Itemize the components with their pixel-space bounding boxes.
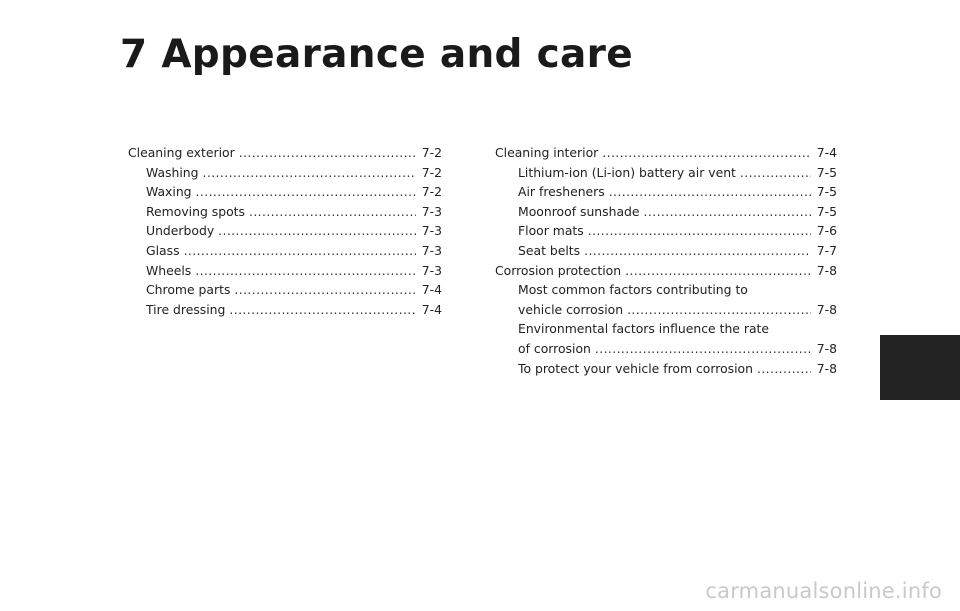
dot-leader — [588, 221, 811, 241]
toc-entry-page: 7-4 — [816, 145, 837, 160]
dot-leader — [239, 143, 416, 163]
dot-leader — [184, 241, 416, 261]
toc-entry-corrosion-protection[interactable] — [495, 261, 837, 281]
toc-entry-protect-vehicle[interactable] — [495, 359, 837, 379]
toc-entry-page: 7-8 — [816, 301, 837, 317]
dot-leader — [249, 202, 416, 222]
toc-entry-page: 7-4 — [421, 282, 442, 298]
dot-leader — [644, 202, 811, 222]
toc-entry-page: 7-8 — [816, 340, 837, 356]
dot-leader — [218, 221, 416, 241]
toc-entry-title: Removing spots — [146, 203, 245, 219]
toc-entry-title-line1: Most common factors contributing to — [518, 282, 748, 298]
dot-leader — [203, 163, 416, 183]
toc-entry-title-line1: Environmental factors influence the rate — [518, 321, 770, 337]
dot-leader — [625, 261, 811, 281]
toc-entry-glass[interactable] — [128, 241, 442, 261]
toc-entry-page: 7-2 — [421, 164, 442, 180]
toc-entry-air-fresheners[interactable] — [495, 182, 837, 202]
dot-leader — [584, 241, 811, 261]
toc-entry-page: 7-3 — [421, 203, 442, 219]
toc-entry-title: Corrosion protection — [495, 262, 622, 278]
toc-entry-page: 7-8 — [816, 262, 837, 278]
toc-entry-title: Glass — [146, 242, 180, 258]
toc-entry-title: To protect your vehicle from corrosion — [518, 360, 753, 376]
toc-entry-title: Chrome parts — [146, 282, 231, 298]
toc-entry-title: Waxing — [146, 184, 192, 200]
toc-entry-washing[interactable] — [128, 163, 442, 183]
dot-leader — [627, 300, 811, 320]
toc-entry-title: Washing — [146, 164, 199, 180]
toc-entry-title: Cleaning interior — [495, 145, 599, 160]
toc-entry-cleaning-exterior[interactable] — [128, 143, 442, 163]
toc-entry-page: 7-5 — [816, 203, 837, 219]
toc-entry-corrosion-factors[interactable] — [495, 280, 837, 319]
toc-entry-page: 7-4 — [421, 301, 442, 317]
toc-entry-underbody[interactable] — [128, 221, 442, 241]
toc-entry-page: 7-5 — [816, 184, 837, 200]
toc-entry-title: vehicle corrosion — [518, 301, 624, 317]
watermark: carmanualsonline.info — [705, 579, 942, 603]
toc-entry-title: Seat belts — [518, 242, 581, 258]
toc-entry-page: 7-3 — [421, 223, 442, 239]
toc-entry-cleaning-interior[interactable] — [495, 143, 837, 163]
toc-entry-environmental-factors[interactable] — [495, 319, 837, 358]
toc-entry-wheels[interactable] — [128, 261, 442, 281]
toc-entry-tire-dressing[interactable] — [128, 300, 442, 320]
toc-entry-removing-spots[interactable] — [128, 202, 442, 222]
toc-entry-title: Tire dressing — [146, 301, 226, 317]
dot-leader — [595, 339, 811, 359]
toc-entry-title: Underbody — [146, 223, 215, 239]
toc-entry-battery-air-vent[interactable] — [495, 163, 837, 183]
toc-entry-title: Air fresheners — [518, 184, 605, 200]
toc-entry-page: 7-2 — [421, 145, 442, 160]
dot-leader — [196, 182, 416, 202]
toc-entry-page: 7-3 — [421, 242, 442, 258]
toc-entry-page: 7-3 — [421, 262, 442, 278]
toc-column-right — [495, 143, 837, 378]
toc-entry-page: 7-6 — [816, 223, 837, 239]
toc-entry-title: Lithium-ion (Li-ion) battery air vent — [518, 164, 736, 180]
chapter-tab-marker — [880, 335, 960, 400]
toc-entry-title: Wheels — [146, 262, 192, 278]
toc-entry-seat-belts[interactable] — [495, 241, 837, 261]
toc-entry-chrome-parts[interactable] — [128, 280, 442, 300]
dot-leader — [609, 182, 811, 202]
toc-entry-page: 7-8 — [816, 360, 837, 376]
dot-leader — [234, 280, 416, 300]
dot-leader — [602, 143, 811, 163]
chapter-title: 7 Appearance and care — [120, 32, 633, 77]
toc-entry-waxing[interactable] — [128, 182, 442, 202]
toc-entry-title: Cleaning exterior — [128, 145, 235, 160]
dot-leader — [229, 300, 416, 320]
toc-column-left — [128, 143, 442, 319]
toc-entry-page: 7-2 — [421, 184, 442, 200]
toc-entry-title: of corrosion — [518, 340, 591, 356]
toc-entry-page: 7-5 — [816, 164, 837, 180]
toc-entry-moonroof-sunshade[interactable] — [495, 202, 837, 222]
toc-entry-floor-mats[interactable] — [495, 221, 837, 241]
dot-leader — [740, 163, 811, 183]
toc-entry-title: Floor mats — [518, 223, 584, 239]
toc-entry-page: 7-7 — [816, 242, 837, 258]
dot-leader — [195, 261, 416, 281]
toc-entry-title: Moonroof sunshade — [518, 203, 640, 219]
dot-leader — [757, 359, 811, 379]
